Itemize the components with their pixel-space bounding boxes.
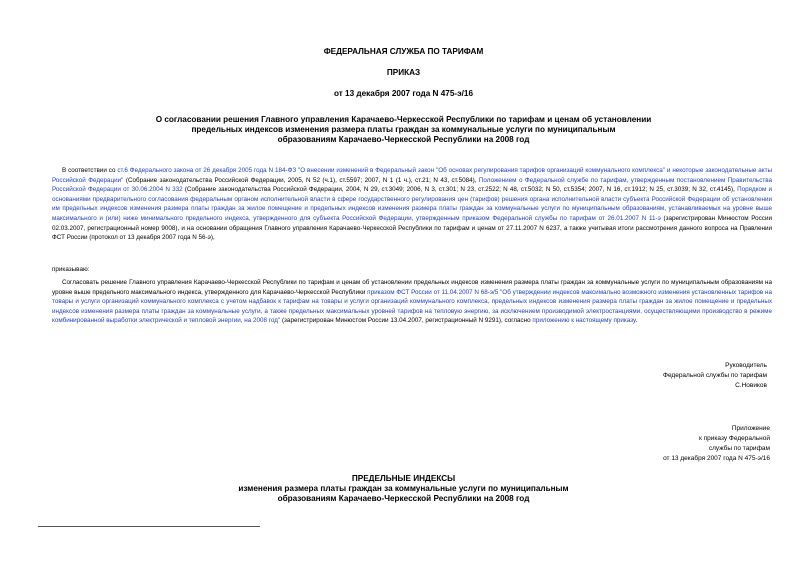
appendix-header <box>627 424 770 464</box>
footnote-divider <box>38 526 260 527</box>
appendix-label: Приложение <box>731 425 770 432</box>
appendix-title-line-1: ПРЕДЕЛЬНЫЕ ИНДЕКСЫ <box>351 474 456 483</box>
appendix-title-line-2: изменения размера платы граждан за коммунальные услуги по муниципальным <box>238 484 569 493</box>
signature-org: Федеральной службы по тарифам <box>663 372 767 379</box>
signature-name: С.Новиков <box>735 382 767 389</box>
appendix-line-2: к приказу Федеральной <box>699 435 770 442</box>
title-line-3: образованиям Карачаево-Черкесской Республики на 2008 год <box>277 135 530 144</box>
doc-date-number: от 13 декабря 2007 года N 475-э/16 <box>333 89 474 98</box>
appendix-title-line-3: образованиям Карачаево-Черкесской Республики на 2008 год <box>277 494 530 503</box>
preamble-paragraph <box>52 166 772 243</box>
decision-text-c: . <box>635 317 638 325</box>
doc-type-heading: ПРИКАЗ <box>386 68 421 77</box>
decision-text-b: (зарегистрирован Минюстом России 13.04.2007, регистрационный N 9291), согласно <box>280 317 533 325</box>
agency-heading: ФЕДЕРАЛЬНАЯ СЛУЖБА ПО ТАРИФАМ <box>323 47 484 56</box>
signature-role: Руководитель <box>725 362 767 369</box>
order-word: приказываю: <box>52 266 90 273</box>
preamble-text-b: (Собрание законодательства Российской Федерации, 2005, N 52 (ч.1), ст.5597; 2007, N 1 (1 ч.), ст.21; N 43, ст.5084), <box>123 176 479 184</box>
decision-text-a: Согласовать решение Главного управления Карачаево-Черкесской Республики по тарифам и ценам об установлении предельных индексов изменения размера платы граждан за коммунальные услуги по муниципальным образованиям на уровне выше предельного максимального индекса, утвержденного для Карачаево-Черкесской Республики <box>52 279 772 296</box>
title-line-2: предельных индексов изменения размера платы граждан за коммунальные услуги по муниципальным <box>191 125 616 134</box>
appendix-line-3: службы по тарифам <box>708 445 770 452</box>
appendix-title <box>0 474 807 504</box>
law-184-fz-link[interactable]: ст.6 Федерального закона от 26 декабря 2005 года N 184-ФЗ "О внесении изменений в Федеральный закон "Об основах регулирования тарифов организаций коммунального комплекса" и некоторые законодательные акты Российской Федерации" <box>52 167 772 184</box>
preamble-text-c: (Собрание законодательства Российской Федерации, 2004, N 29, ст.3049; 2006, N 3, ст.301; N 23, ст.2522; N 48, ст.5032; N 50, ст.5354; 2007, N 16, ст.1912; N 25, ст.3039; N 32, ст.4145), <box>182 186 738 194</box>
preamble-text-d: (зарегистрирован Минюстом России 02.03.2007, регистрационный номер 9008), и на основании обращения Главного управления Карачаево-Черкесской Республики по тарифам и ценам от 27.11.2007 N 6237, а также учитывая итоги рассмотрения данного вопроса на Правлении ФСТ России (протокол от 13 декабря 2007 года N 56-э), <box>52 214 772 242</box>
appendix-line-4: от 13 декабря 2007 года N 475-э/16 <box>663 455 770 462</box>
approval-procedure-link[interactable]: Порядком и основаниями предварительного согласования федеральным органом исполнительной власти в сфере государственного регулирования цен (тарифов) решения органа исполнительной власти субъекта Российской Федерации об установлении им предельных индексов изменения размера платы граждан за жилое помещение и предельных индексов изменения размера платы граждан за коммунальные услуги по муниципальным образованиям, устанавливаемых на уровне выше максимального и (или) ниже минимального предельного индекса, утвержденного для субъекта Российской Федерации, утвержденным приказом Федеральной службы по тарифам от 26.01.2007 N 11-э <box>52 186 773 222</box>
decision-paragraph <box>52 278 772 326</box>
document-title <box>0 115 807 145</box>
preamble-text-a: В соответствии со <box>62 167 118 174</box>
signature-block <box>567 361 767 391</box>
title-line-1: О согласовании решения Главного управления Карачаево-Черкесской Республики по тарифам и ценам об установлении <box>155 115 652 124</box>
appendix-link[interactable]: приложению к настоящему приказу <box>532 317 636 325</box>
fst-regulation-link[interactable]: Положением о Федеральной службе по тарифам, утвержденным постановлением Правительства Российской Федерации от 30.06.2004 N 332 <box>52 176 772 194</box>
fst-order-68-link[interactable]: приказом ФСТ России от 11.04.2007 N 68-э/5 "Об утверждении индексов максимально возможного изменения установленных тарифов на товары и услуги организаций коммунального комплекса с учетом надбавок к тарифам на товары и услуги организаций коммунального комплекса, предельных индексов изменения размера платы граждан за жилое помещение и предельных индексов изменения размера платы граждан за коммунальные услуги, а также предельных максимальных уровней тарифов на тепловую энергию, за исключением производимой электростанциями, осуществляющими производство в режиме комбинированной выработки электрической и тепловой энергии, на 2008 год" <box>52 288 772 325</box>
